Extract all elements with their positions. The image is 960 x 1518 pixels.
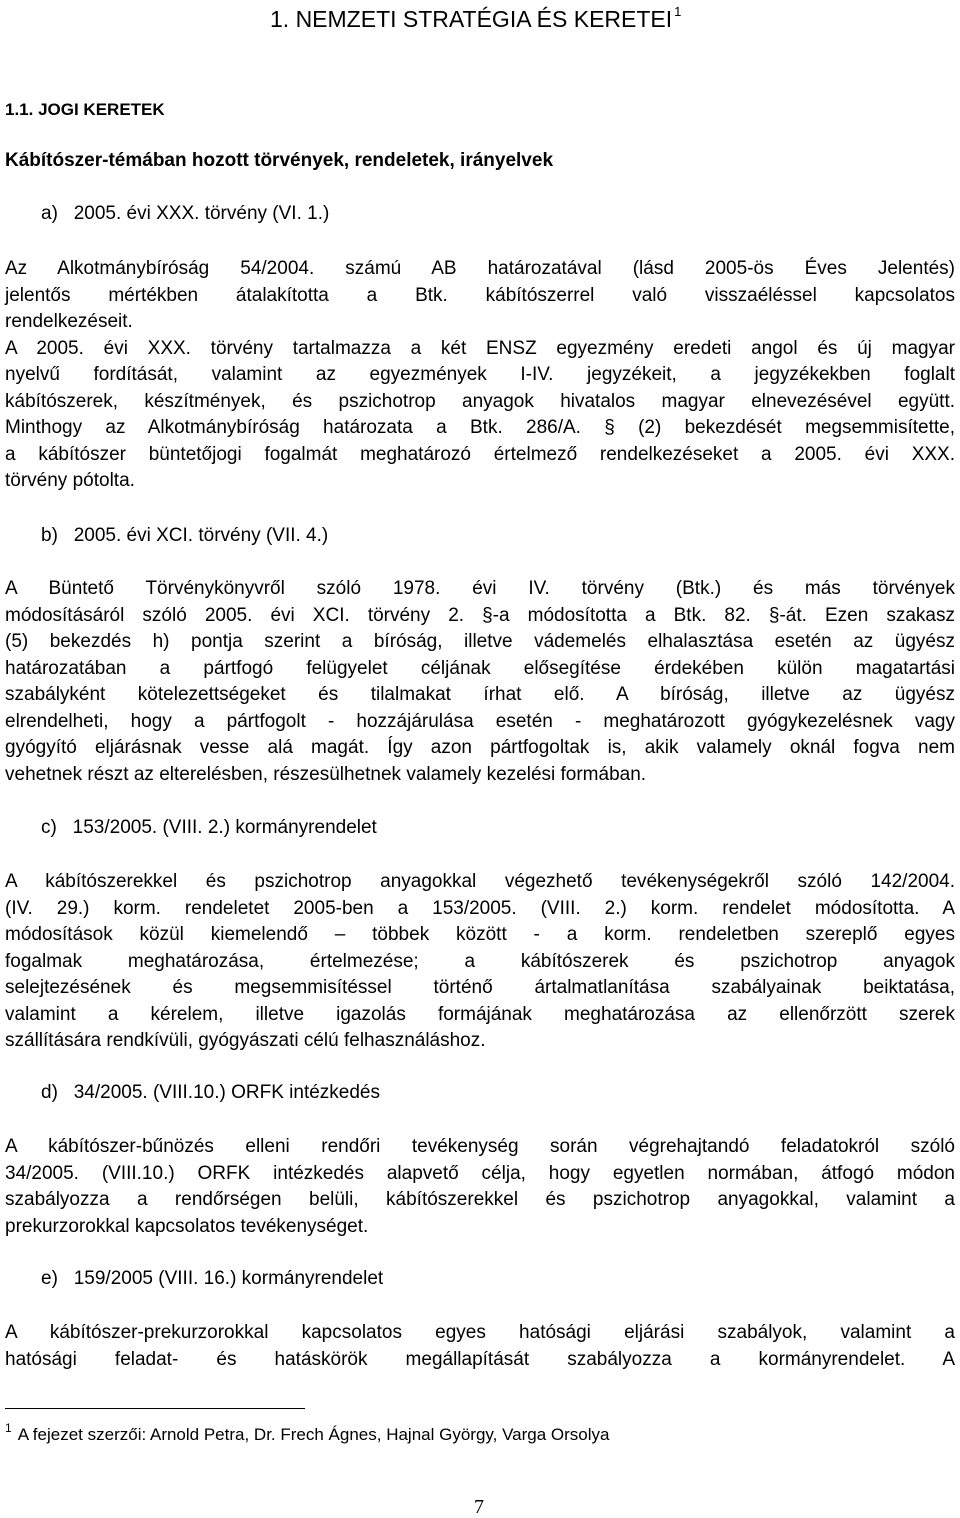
text-line: gyógyító eljárásnak vesse alá magát. Így azon pártfogoltak is, akik valamely oknál fogva nem bbox=[5, 737, 955, 758]
page-number: 7 bbox=[474, 1496, 484, 1518]
text-line: 34/2005. (VIII.10.) ORFK intézkedés alapvető célja, hogy egyetlen normában, átfogó módon bbox=[5, 1162, 955, 1184]
item-a-body bbox=[5, 256, 955, 495]
text-line: Minthogy az Alkotmánybíróság határozata a Btk. 286/A. § (2) bekezdését megsemmisítette, bbox=[5, 417, 955, 438]
footnote-ref: 1 bbox=[674, 4, 682, 19]
section-title: 1.1. JOGI KERETEK bbox=[5, 100, 165, 119]
text-line: Az Alkotmánybíróság 54/2004. számú AB határozatával (lásd 2005-ös Éves Jelentés) bbox=[5, 258, 955, 279]
text-line: A kábítószerekkel és pszichotrop anyagokkal végezhető tevékenységekről szóló 142/2004. bbox=[5, 871, 955, 892]
chapter-title-text: 1. NEMZETI STRATÉGIA ÉS KERETEI bbox=[270, 6, 673, 32]
subsection-title: Kábítószer-témában hozott törvények, rendeletek, irányelvek bbox=[5, 150, 554, 171]
text-line: nyelvű fordítását, valamint az egyezmények I-IV. jegyzékeit, a jegyzékekben foglalt bbox=[5, 364, 955, 385]
item-c-title: c) 153/2005. (VIII. 2.) kormányrendelet bbox=[41, 817, 377, 838]
text-line: hatósági feladat- és hatáskörök megállapítását szabályozza a kormányrendelet. A bbox=[5, 1348, 955, 1370]
text-line: módosításáról szóló 2005. évi XCI. törvény 2. §-a módosította a Btk. 82. §-át. Ezen szakasz bbox=[5, 604, 955, 626]
text-line: szabályozza a rendőrségen belüli, kábítószerekkel és pszichotrop anyagokkal, valamint a bbox=[5, 1189, 955, 1210]
text-line: selejtezésének és megsemmisítéssel történő ártalmatlanítása szabályainak beiktatása, bbox=[5, 977, 955, 998]
text-line: vehetnek részt az elterelésben, részesülhetnek valamely kezelési formában. bbox=[5, 763, 647, 785]
text-line: valamint a kérelem, illetve igazolás formájának meghatározása az ellenőrzött szerek bbox=[5, 1003, 955, 1025]
footnote bbox=[5, 1421, 610, 1446]
text-line: A kábítószer-bűnözés elleni rendőri tevékenység során végrehajtandó feladatokról szóló bbox=[5, 1136, 955, 1157]
text-line: jelentős mértékben átalakította a Btk. kábítószerrel való visszaéléssel kapcsolatos bbox=[5, 284, 955, 306]
item-d-body bbox=[5, 1134, 955, 1240]
text-line: rendelkezéseit. bbox=[5, 311, 133, 332]
item-e-title: e) 159/2005 (VIII. 16.) kormányrendelet bbox=[41, 1268, 384, 1289]
text-line: A 2005. évi XXX. törvény tartalmazza a két ENSZ egyezmény eredeti angol és új magyar bbox=[5, 337, 955, 359]
item-e-body bbox=[5, 1320, 955, 1373]
text-line: A kábítószer-prekurzorokkal kapcsolatos egyes hatósági eljárási szabályok, valamint a bbox=[5, 1322, 955, 1343]
text-line: (IV. 29.) korm. rendeletet 2005-ben a 153/2005. (VIII. 2.) korm. rendelet módosította. A bbox=[5, 897, 955, 919]
item-c-body bbox=[5, 869, 955, 1055]
item-d-title: d) 34/2005. (VIII.10.) ORFK intézkedés bbox=[41, 1082, 380, 1103]
text-line: módosítások közül kiemelendő – többek között - a korm. rendeletben szereplő egyes bbox=[5, 924, 955, 945]
text-line: A Büntető Törvénykönyvről szóló 1978. évi IV. törvény (Btk.) és más törvények bbox=[5, 578, 955, 599]
item-b-body bbox=[5, 576, 955, 788]
text-line: fogalmak meghatározása, értelmezése; a kábítószerek és pszichotrop anyagok bbox=[5, 950, 955, 972]
text-line: törvény pótolta. bbox=[5, 470, 135, 491]
footnote-text: A fejezet szerzői: Arnold Petra, Dr. Frech Ágnes, Hajnal György, Varga Orsolya bbox=[17, 1425, 610, 1444]
text-line: szabályként kötelezettségeket és tilalmakat írhat elő. A bíróság, illetve az ügyész bbox=[5, 684, 955, 705]
text-line: szállítására rendkívüli, gyógyászati célú felhasználáshoz. bbox=[5, 1030, 486, 1051]
text-line: prekurzorokkal kapcsolatos tevékenységet. bbox=[5, 1215, 369, 1237]
text-line: elrendelheti, hogy a pártfogolt - hozzájárulása esetén - meghatározott gyógykezelésnek vagy bbox=[5, 710, 955, 732]
footnote-number: 1 bbox=[5, 1421, 12, 1435]
text-line: a kábítószer büntetőjogi fogalmát meghatározó értelmező rendelkezéseket a 2005. évi XXX. bbox=[5, 443, 955, 465]
text-line: kábítószerek, készítmények, és pszichotrop anyagok hivatalos magyar elnevezésével együtt. bbox=[5, 390, 955, 412]
footnote-divider bbox=[5, 1408, 305, 1409]
item-a-title: a) 2005. évi XXX. törvény (VI. 1.) bbox=[41, 203, 330, 224]
item-b-title: b) 2005. évi XCI. törvény (VII. 4.) bbox=[41, 525, 329, 546]
chapter-title bbox=[270, 6, 681, 36]
text-line: (5) bekezdés h) pontja szerint a bíróság, illetve vádemelés elhalasztása esetén az ügyész bbox=[5, 631, 955, 652]
text-line: határozatában a pártfogó felügyelet céljának elősegítése érdekében külön magatartási bbox=[5, 657, 955, 679]
